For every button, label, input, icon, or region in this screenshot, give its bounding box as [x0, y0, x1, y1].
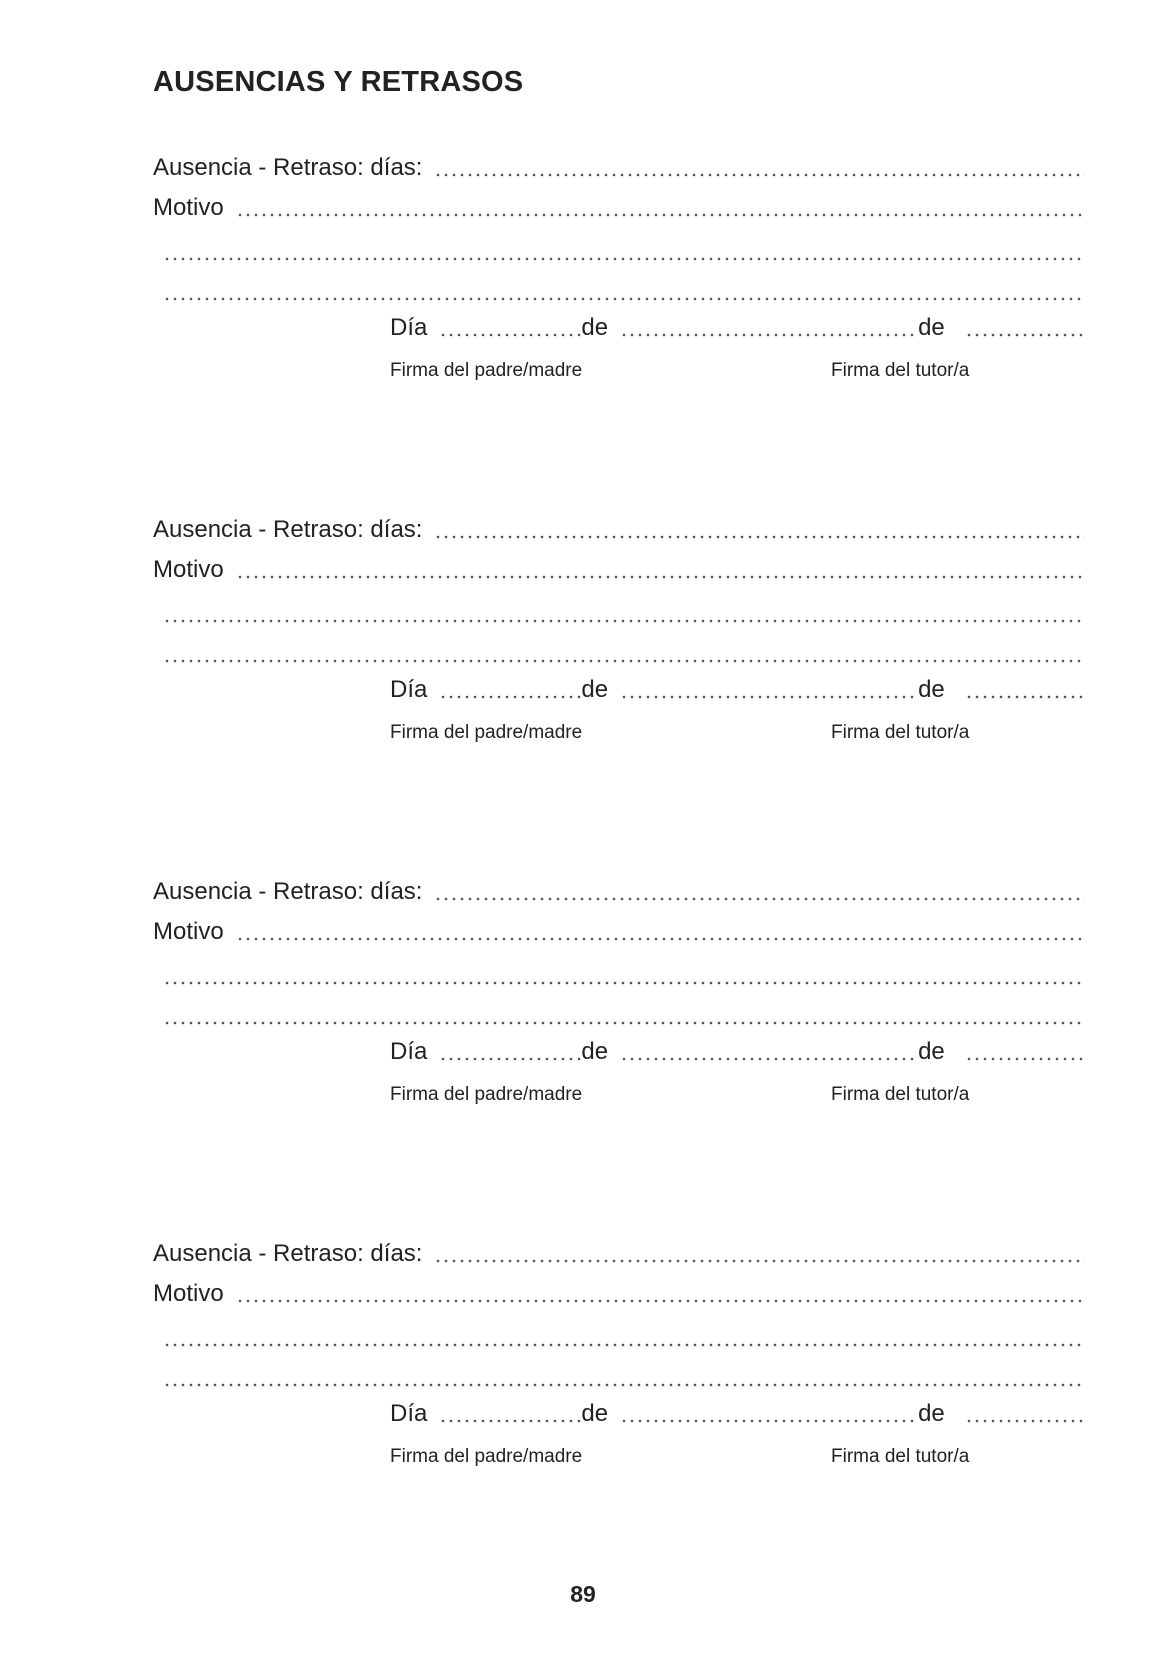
of-label: de — [918, 676, 945, 703]
tutor-signature-label: Firma del tutor/a — [831, 1084, 970, 1105]
of-label: de — [918, 1400, 945, 1427]
reason-field-line-2[interactable] — [163, 257, 1085, 261]
days-label: Ausencia - Retraso: días: — [153, 516, 423, 543]
absence-form — [153, 148, 1085, 381]
absence-form — [153, 872, 1085, 1105]
tutor-signature-label: Firma del tutor/a — [831, 360, 970, 381]
reason-line — [163, 634, 1085, 668]
reason-line — [163, 1358, 1085, 1392]
days-field[interactable] — [434, 535, 1085, 539]
month-field[interactable] — [620, 333, 918, 337]
reason-field-line-2[interactable] — [163, 981, 1085, 985]
year-field[interactable] — [965, 333, 1085, 337]
days-field[interactable] — [434, 1259, 1085, 1263]
month-field[interactable] — [620, 695, 918, 699]
reason-field-line-2[interactable] — [163, 1343, 1085, 1347]
reason-field-line-3[interactable] — [163, 659, 1085, 663]
day-field[interactable] — [439, 1419, 581, 1423]
reason-field[interactable] — [236, 937, 1085, 941]
year-field[interactable] — [965, 695, 1085, 699]
reason-field-line-3[interactable] — [163, 1021, 1085, 1025]
days-field[interactable] — [434, 173, 1085, 177]
day-label: Día — [390, 1400, 428, 1427]
date-row — [390, 308, 1085, 342]
tutor-signature-label: Firma del tutor/a — [831, 722, 970, 743]
reason-line — [163, 956, 1085, 990]
reason-row — [153, 550, 1085, 584]
days-label: Ausencia - Retraso: días: — [153, 878, 423, 905]
parent-signature-label: Firma del padre/madre — [390, 360, 583, 381]
days-row — [153, 1234, 1085, 1268]
month-field[interactable] — [620, 1419, 918, 1423]
reason-field-line-3[interactable] — [163, 1383, 1085, 1387]
days-row — [153, 510, 1085, 544]
days-label: Ausencia - Retraso: días: — [153, 154, 423, 181]
reason-line — [163, 272, 1085, 306]
reason-line — [163, 1318, 1085, 1352]
year-field[interactable] — [965, 1419, 1085, 1423]
reason-field[interactable] — [236, 1299, 1085, 1303]
days-label: Ausencia - Retraso: días: — [153, 1240, 423, 1267]
reason-label: Motivo — [153, 556, 224, 583]
day-field[interactable] — [439, 695, 581, 699]
day-field[interactable] — [439, 333, 581, 337]
day-field[interactable] — [439, 1057, 581, 1061]
parent-signature-label: Firma del padre/madre — [390, 1084, 583, 1105]
reason-line — [163, 996, 1085, 1030]
absence-form — [153, 510, 1085, 743]
date-row — [390, 1032, 1085, 1066]
reason-field-line-2[interactable] — [163, 619, 1085, 623]
of-label: de — [581, 1038, 609, 1065]
day-label: Día — [390, 1038, 428, 1065]
reason-line — [163, 594, 1085, 628]
of-label: de — [918, 314, 945, 341]
days-field[interactable] — [434, 897, 1085, 901]
reason-field[interactable] — [236, 213, 1085, 217]
parent-signature-label: Firma del padre/madre — [390, 722, 583, 743]
month-field[interactable] — [620, 1057, 918, 1061]
of-label: de — [581, 1400, 609, 1427]
parent-signature-label: Firma del padre/madre — [390, 1446, 583, 1467]
reason-row — [153, 1274, 1085, 1308]
reason-field-line-3[interactable] — [163, 297, 1085, 301]
reason-field[interactable] — [236, 575, 1085, 579]
year-field[interactable] — [965, 1057, 1085, 1061]
date-row — [390, 670, 1085, 704]
reason-label: Motivo — [153, 1280, 224, 1307]
days-row — [153, 148, 1085, 182]
reason-row — [153, 188, 1085, 222]
reason-label: Motivo — [153, 194, 224, 221]
days-row — [153, 872, 1085, 906]
page-number: 89 — [570, 1581, 596, 1607]
of-label: de — [581, 314, 609, 341]
day-label: Día — [390, 676, 428, 703]
day-label: Día — [390, 314, 428, 341]
date-row — [390, 1394, 1085, 1428]
reason-label: Motivo — [153, 918, 224, 945]
absence-form — [153, 1234, 1085, 1467]
reason-row — [153, 912, 1085, 946]
reason-line — [163, 232, 1085, 266]
of-label: de — [918, 1038, 945, 1065]
of-label: de — [581, 676, 609, 703]
page-title: AUSENCIAS Y RETRASOS — [153, 66, 524, 98]
tutor-signature-label: Firma del tutor/a — [831, 1446, 970, 1467]
